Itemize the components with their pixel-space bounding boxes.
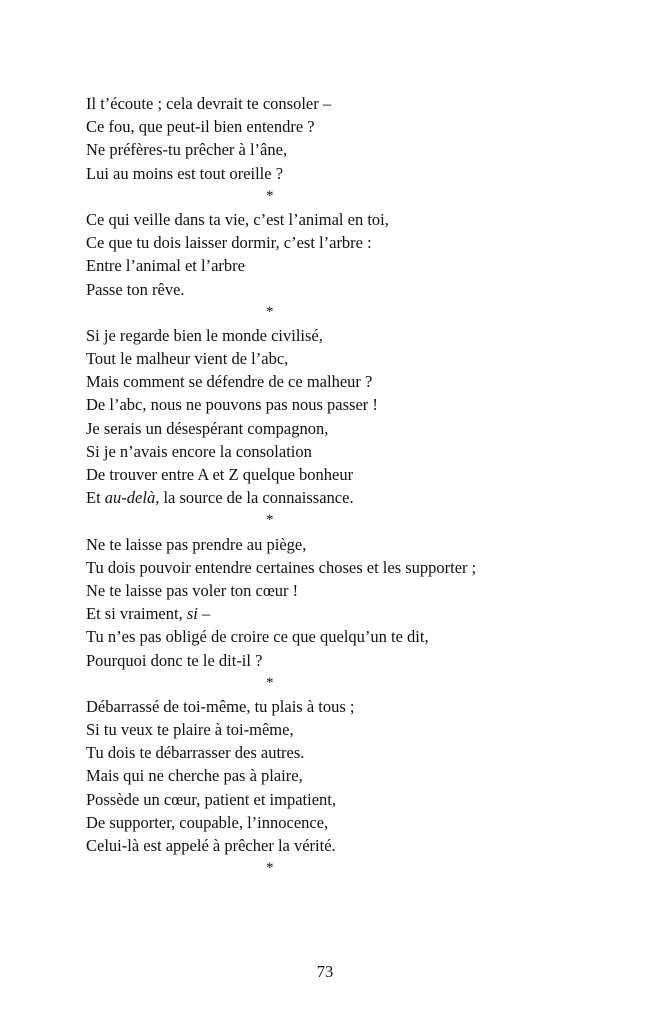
line-text: Débarrassé de toi-même, tu plais à tous ; [86, 696, 355, 716]
line-text: Il t’écoute ; cela devrait te consoler – [86, 94, 332, 113]
poem-line [86, 811, 586, 834]
italic-text: au-delà, [104, 488, 160, 508]
poem-body [86, 92, 586, 880]
stanza-separator: * [266, 303, 274, 320]
line-text: Ce que tu dois laisser dormir, c’est l’arbre : [86, 233, 372, 253]
poem-line [86, 556, 586, 579]
poem-line [86, 440, 586, 463]
stanza-separator: * [266, 187, 274, 204]
line-text: Ne te laisse pas voler ton cœur ! [86, 580, 299, 600]
line-text: – [197, 604, 211, 624]
italic-text: si [186, 604, 198, 624]
line-text: Et si vraiment, [86, 604, 187, 624]
poem-line [86, 417, 586, 440]
stanza-separator: * [266, 512, 274, 529]
poem-line [86, 741, 586, 764]
poem-line [86, 208, 586, 231]
line-text: Si je n’avais encore la consolation [86, 441, 312, 461]
line-text: Et [86, 488, 105, 508]
poem-line [86, 718, 586, 741]
poem-line [86, 788, 586, 811]
poem-line [86, 254, 586, 277]
line-text: De l’abc, nous ne pouvons pas nous passer ! [86, 395, 378, 415]
poem-line [86, 579, 586, 602]
poem-line [86, 393, 586, 416]
line-text: Tu n’es pas obligé de croire ce que quelqu’un te dit, [86, 627, 429, 647]
line-text: De supporter, coupable, l’innocence, [86, 812, 329, 832]
stanza [86, 533, 586, 695]
poem-line [86, 162, 586, 185]
line-text: Si tu veux te plaire à toi-même, [86, 720, 294, 740]
line-text: Pourquoi donc te le dit-il ? [86, 650, 263, 670]
stanza-separator: * [266, 860, 274, 877]
line-text: Possède un cœur, patient et impatient, [86, 789, 336, 809]
poem-line [86, 370, 586, 393]
poem-line [86, 649, 586, 672]
line-text: Entre l’animal et l’arbre [86, 256, 245, 276]
line-text: Tu dois pouvoir entendre certaines choses et les supporter ; [86, 557, 477, 577]
line-text: Celui-là est appelé à prêcher la vérité. [86, 836, 336, 855]
line-text: la source de la connaissance. [159, 488, 354, 508]
page-number: 73 [316, 962, 334, 981]
stanza [86, 695, 586, 881]
line-text: Mais qui ne cherche pas à plaire, [86, 766, 303, 786]
line-text: Si je regarde bien le monde civilisé, [86, 325, 323, 345]
poem-line [86, 231, 586, 254]
poem-line [86, 625, 586, 648]
line-text: Ne préfères-tu prêcher à l’âne, [86, 140, 288, 160]
poem-line [86, 695, 586, 718]
poem-line [86, 92, 586, 115]
poem-line [86, 324, 586, 347]
poem-line [86, 486, 586, 509]
stanza [86, 324, 586, 533]
line-text: Tu dois te débarrasser des autres. [86, 743, 305, 763]
poem-line [86, 278, 586, 301]
poem-line [86, 463, 586, 486]
poem-line [86, 764, 586, 787]
poem-line [86, 138, 586, 161]
line-text: Ce fou, que peut-il bien entendre ? [86, 117, 315, 137]
stanza [86, 208, 586, 324]
poem-line [86, 602, 586, 625]
poem-line [86, 533, 586, 556]
poem-line [86, 834, 586, 857]
line-text: Tout le malheur vient de l’abc, [86, 349, 289, 369]
line-text: Je serais un désespérant compagnon, [86, 418, 329, 438]
line-text: Ce qui veille dans ta vie, c’est l’animal en toi, [86, 209, 389, 229]
line-text: Ne te laisse pas prendre au piège, [86, 534, 307, 554]
line-text: De trouver entre A et Z quelque bonheur [86, 465, 354, 484]
line-text: Lui au moins est tout oreille ? [86, 163, 284, 183]
poem-line [86, 115, 586, 138]
line-text: Passe ton rêve. [86, 279, 185, 299]
stanza-separator: * [266, 674, 274, 691]
line-text: Mais comment se défendre de ce malheur ? [86, 372, 373, 392]
stanza [86, 92, 586, 208]
poem-line [86, 347, 586, 370]
